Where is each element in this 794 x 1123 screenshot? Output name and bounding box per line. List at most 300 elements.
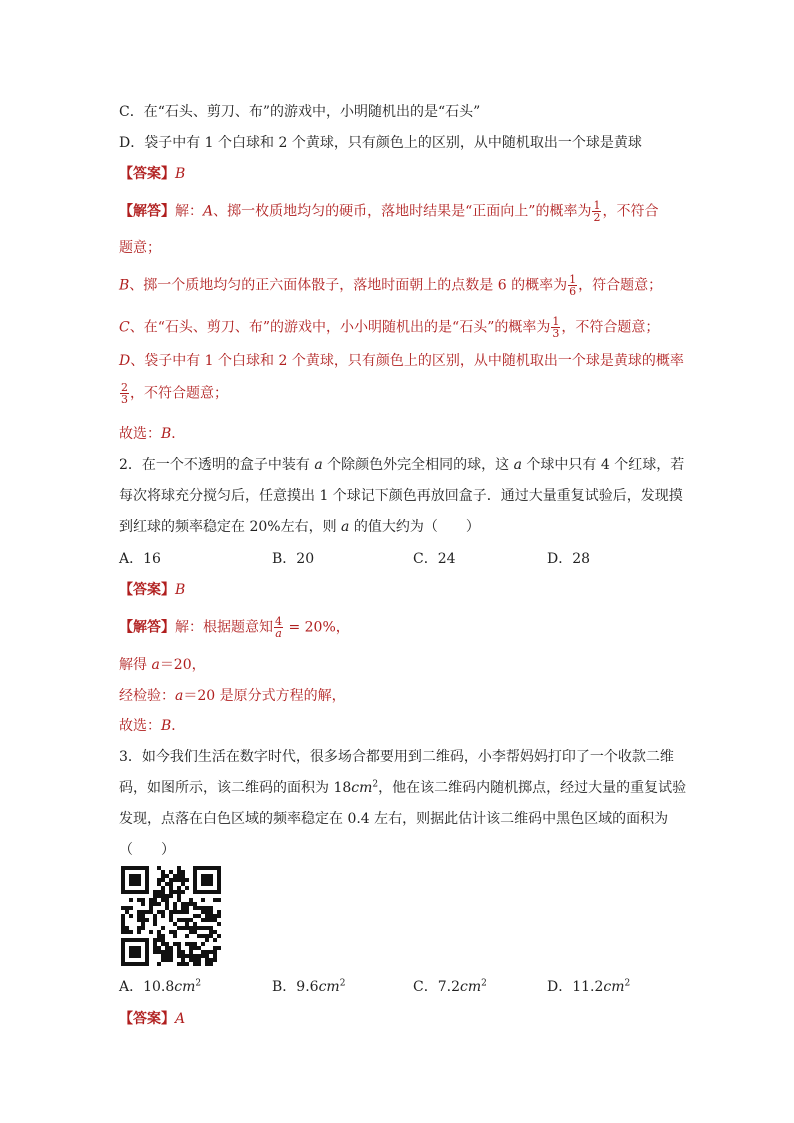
- variable: a: [151, 657, 160, 673]
- denominator: 3: [121, 393, 128, 406]
- qr-module: [161, 958, 165, 962]
- qr-module: [157, 910, 161, 914]
- qr-module: [185, 962, 189, 966]
- qr-module: [177, 890, 181, 894]
- qr-module: [177, 874, 181, 878]
- unit: cm: [318, 979, 340, 995]
- solution-text: 、袋子中有 1 个白球和 2 个黄球，只有颜色上的区别，从中随机取出一个球是黄球的概率: [130, 353, 684, 369]
- qr-module: [197, 926, 201, 930]
- qr-module: [129, 874, 141, 886]
- qr-module: [141, 918, 145, 922]
- qr-module: [169, 894, 173, 898]
- qr-module: [185, 902, 189, 906]
- qr-module: [177, 946, 181, 950]
- qr-module: [205, 938, 209, 942]
- option-label: B．9.6: [272, 979, 319, 995]
- qr-module: [161, 942, 165, 946]
- q1-solution-c: [119, 316, 659, 339]
- q2-answer: [119, 580, 185, 600]
- variable: a: [175, 688, 184, 704]
- qr-module: [161, 898, 165, 902]
- qr-module: [157, 938, 161, 942]
- qr-module: [213, 938, 217, 942]
- qr-module: [153, 950, 157, 954]
- qr-module: [205, 950, 209, 954]
- qr-module: [161, 914, 165, 918]
- qr-module: [205, 934, 209, 938]
- qr-module: [173, 890, 177, 894]
- qr-module: [173, 930, 177, 934]
- qr-module: [193, 946, 197, 950]
- numerator: 1: [569, 273, 577, 286]
- qr-module: [169, 918, 173, 922]
- qr-module: [121, 922, 125, 926]
- qr-module: [153, 942, 157, 946]
- qr-module: [185, 878, 189, 882]
- unit: cm: [603, 979, 625, 995]
- qr-module: [169, 910, 173, 914]
- answer-value: A: [175, 1011, 186, 1027]
- q1-solution-a: [119, 200, 658, 223]
- q3-stem-line4: （ ）: [119, 842, 175, 858]
- qr-module: [129, 906, 133, 910]
- qr-module: [197, 946, 201, 950]
- stem-text: 个除颜色外完全相同的球，这: [322, 457, 514, 473]
- conclusion-end: ．: [171, 718, 186, 734]
- qr-module: [157, 962, 161, 966]
- qr-module: [193, 902, 197, 906]
- qr-module: [201, 898, 205, 902]
- qr-module: [189, 950, 193, 954]
- qr-module: [157, 894, 161, 898]
- qr-module: [201, 926, 205, 930]
- q2-solution-line1: [119, 616, 350, 639]
- qr-module: [197, 962, 201, 966]
- qr-module: [157, 878, 161, 882]
- qr-module: [129, 946, 141, 958]
- qr-module: [149, 906, 153, 910]
- qr-module: [217, 922, 221, 926]
- q2-solution-line3: [119, 686, 346, 706]
- qr-module: [193, 926, 197, 930]
- qr-module: [141, 898, 145, 902]
- qr-module: [157, 882, 161, 886]
- q1-solution-a-cont: 题意；: [119, 240, 161, 256]
- qr-module: [153, 946, 157, 950]
- qr-module: [153, 914, 157, 918]
- q3-answer: [119, 1009, 185, 1029]
- qr-module: [181, 902, 185, 906]
- stem-text: 的值大约为（ ）: [349, 519, 480, 535]
- qr-module: [153, 894, 157, 898]
- qr-module: [213, 950, 217, 954]
- qr-module: [213, 914, 217, 918]
- qr-module: [153, 890, 157, 894]
- qr-module: [121, 926, 125, 930]
- numerator: 1: [552, 315, 560, 328]
- qr-module: [161, 934, 165, 938]
- qr-module: [177, 870, 181, 874]
- qr-module: [177, 954, 181, 958]
- qr-module: [185, 910, 189, 914]
- qr-module: [177, 942, 181, 946]
- answer-tag: 【答案】: [119, 166, 175, 182]
- qr-module: [173, 934, 177, 938]
- solution-lead: 解：: [175, 203, 203, 220]
- qr-module: [201, 954, 205, 958]
- qr-module: [185, 886, 189, 890]
- qr-module: [121, 918, 125, 922]
- qr-module: [205, 926, 209, 930]
- qr-module: [209, 910, 213, 914]
- qr-module: [149, 902, 153, 906]
- qr-module: [121, 914, 125, 918]
- qr-module: [185, 954, 189, 958]
- conclusion-end: ．: [171, 426, 186, 442]
- qr-module: [173, 874, 177, 878]
- qr-module: [189, 946, 193, 950]
- qr-module: [177, 962, 181, 966]
- q2-option-b: B．20: [272, 551, 315, 567]
- qr-module: [193, 962, 197, 966]
- qr-module: [161, 870, 165, 874]
- qr-module: [217, 934, 221, 938]
- qr-module: [185, 942, 189, 946]
- stem-text: 2．在一个不透明的盒子中装有: [119, 457, 315, 473]
- q1-solution-b: [119, 274, 662, 297]
- qr-module: [213, 918, 217, 922]
- solution-text: 、掷一个质地均匀的正六面体骰子，落地时面朝上的点数是 6 的概率为: [129, 277, 568, 294]
- fraction: [592, 200, 601, 223]
- q3-option-b: [272, 977, 345, 997]
- q1-option-c: C．在“石头、剪刀、布”的游戏中，小明随机出的是“石头”: [119, 104, 481, 120]
- qr-module: [157, 950, 161, 954]
- qr-module: [189, 898, 193, 902]
- solution-text: ＝20，: [159, 657, 206, 673]
- stem-text: 到红球的频率稳定在 20%左右，则: [119, 519, 342, 535]
- qr-module: [165, 942, 169, 946]
- qr-module: [201, 942, 205, 946]
- q3-option-d: [547, 977, 630, 997]
- stem-text: ，他在该二维码内随机掷点，经过大量的重复试验: [378, 780, 687, 796]
- qr-module: [149, 898, 153, 902]
- qr-module: [185, 922, 189, 926]
- qr-module: [205, 910, 209, 914]
- qr-module: [141, 926, 145, 930]
- q2-conclusion: [119, 716, 185, 736]
- qr-module: [189, 930, 193, 934]
- qr-module: [181, 918, 185, 922]
- q1-option-d: D．袋子中有 1 个白球和 2 个黄球，只有颜色上的区别，从中随机取出一个球是黄球: [119, 135, 642, 151]
- qr-module: [177, 918, 181, 922]
- qr-module: [213, 898, 217, 902]
- qr-module: [169, 930, 173, 934]
- qr-module: [161, 926, 165, 930]
- qr-module: [165, 902, 169, 906]
- qr-module: [177, 910, 181, 914]
- qr-module: [193, 914, 197, 918]
- qr-module: [181, 870, 185, 874]
- solution-letter: B: [119, 277, 130, 294]
- q1-solution-d-cont: [119, 382, 228, 405]
- qr-module: [141, 910, 145, 914]
- qr-module: [209, 926, 213, 930]
- qr-module: [205, 914, 209, 918]
- qr-module: [169, 958, 173, 962]
- qr-module: [177, 894, 181, 898]
- fraction: [274, 616, 283, 639]
- answer-tag: 【答案】: [119, 1011, 175, 1027]
- qr-module: [213, 946, 217, 950]
- conclusion-text: 故选：: [119, 426, 161, 442]
- qr-module: [181, 910, 185, 914]
- solution-text: = 20%，: [284, 619, 350, 636]
- fraction: [568, 274, 577, 297]
- solution-tag: 【解答】: [119, 619, 175, 636]
- qr-module: [181, 950, 185, 954]
- qr-module: [177, 886, 181, 890]
- solution-text: 经检验：: [119, 688, 175, 704]
- qr-module: [181, 874, 185, 878]
- denominator: 2: [593, 211, 601, 224]
- qr-module: [169, 914, 173, 918]
- q2-stem-line3: [119, 517, 480, 537]
- qr-module: [189, 942, 193, 946]
- qr-module: [185, 934, 189, 938]
- qr-module: [169, 950, 173, 954]
- qr-module: [125, 906, 129, 910]
- numerator: 4: [275, 615, 282, 628]
- qr-module: [193, 930, 197, 934]
- qr-module: [181, 878, 185, 882]
- superscript: 2: [624, 978, 631, 989]
- answer-value: B: [175, 166, 186, 182]
- qr-module: [205, 954, 209, 958]
- qr-module: [205, 918, 209, 922]
- qr-module: [209, 950, 213, 954]
- qr-module: [157, 890, 161, 894]
- qr-module: [209, 934, 213, 938]
- solution-letter: A: [203, 203, 214, 220]
- qr-module: [217, 946, 221, 950]
- qr-module: [193, 954, 197, 958]
- qr-module: [201, 918, 205, 922]
- qr-module: [209, 918, 213, 922]
- qr-module: [177, 866, 181, 870]
- qr-module: [189, 918, 193, 922]
- qr-module: [165, 898, 169, 902]
- solution-text: ＝20 是原分式方程的解，: [183, 688, 346, 704]
- qr-module: [169, 870, 173, 874]
- qr-module: [173, 922, 177, 926]
- qr-module: [193, 906, 197, 910]
- qr-module: [197, 906, 201, 910]
- superscript: 2: [339, 978, 346, 989]
- qr-module: [169, 954, 173, 958]
- q2-option-d: D．28: [547, 551, 591, 567]
- unit: cm: [174, 979, 196, 995]
- qr-module: [125, 926, 129, 930]
- qr-module: [173, 910, 177, 914]
- qr-module: [129, 930, 133, 934]
- qr-module: [165, 882, 169, 886]
- qr-module: [161, 890, 165, 894]
- qr-module: [197, 958, 201, 962]
- answer-value: B: [175, 582, 186, 598]
- qr-module: [193, 958, 197, 962]
- solution-tail: ，不符合: [602, 203, 659, 220]
- option-label: A．10.8: [119, 979, 175, 995]
- solution-text: 、在“石头、剪刀、布”的游戏中，小小明随机出的是“石头”的概率为: [129, 319, 551, 336]
- q1-solution-d: [119, 351, 684, 371]
- qr-module: [181, 962, 185, 966]
- numerator: 1: [593, 199, 601, 212]
- solution-text: 解得: [119, 657, 152, 673]
- q2-option-a: A．16: [119, 551, 161, 567]
- q2-stem-line2: 每次将球充分搅匀后，任意摸出 1 个球记下颜色再放回盒子．通过大量重复试验后，发现摸: [119, 488, 683, 504]
- qr-module: [165, 894, 169, 898]
- denominator: a: [275, 627, 282, 640]
- qr-module: [161, 938, 165, 942]
- qr-module: [189, 926, 193, 930]
- solution-text: 、掷一枚质地均匀的硬币，落地时结果是“正面向上”的概率为: [213, 203, 592, 220]
- qr-module: [173, 906, 177, 910]
- qr-module: [213, 958, 217, 962]
- qr-module: [209, 914, 213, 918]
- solution-text: 解：根据题意知: [175, 619, 273, 636]
- qr-module: [213, 954, 217, 958]
- qr-code-image: [121, 866, 221, 966]
- q1-conclusion: [119, 424, 185, 444]
- numerator: 2: [121, 381, 128, 394]
- option-label: C．7.2: [413, 979, 460, 995]
- q3-stem-line2: [119, 778, 686, 798]
- qr-module: [153, 922, 157, 926]
- qr-module: [145, 918, 149, 922]
- qr-module: [165, 954, 169, 958]
- qr-module: [153, 902, 157, 906]
- q3-stem-line1: 3．如今我们生活在数字时代，很多场合都要用到二维码，小李帮妈妈打印了一个收款二维: [119, 749, 674, 765]
- qr-module: [137, 930, 141, 934]
- qr-module: [205, 906, 209, 910]
- qr-module: [173, 942, 177, 946]
- qr-module: [141, 902, 145, 906]
- qr-module: [165, 950, 169, 954]
- qr-module: [209, 958, 213, 962]
- qr-module: [157, 934, 161, 938]
- q2-stem-line1: [119, 455, 684, 475]
- qr-module: [157, 902, 161, 906]
- qr-module: [209, 906, 213, 910]
- stem-text: 个球中只有 4 个红球，若: [521, 457, 685, 473]
- qr-module: [173, 902, 177, 906]
- qr-module: [165, 958, 169, 962]
- qr-module: [217, 910, 221, 914]
- qr-module: [165, 874, 169, 878]
- qr-module: [181, 882, 185, 886]
- qr-module: [197, 914, 201, 918]
- qr-module: [125, 930, 129, 934]
- qr-module: [161, 894, 165, 898]
- qr-module: [181, 954, 185, 958]
- qr-module: [177, 898, 181, 902]
- qr-module: [149, 910, 153, 914]
- qr-module: [181, 926, 185, 930]
- qr-module: [137, 910, 141, 914]
- qr-module: [209, 930, 213, 934]
- denominator: 3: [552, 327, 560, 340]
- qr-module: [129, 914, 133, 918]
- q2-solution-line2: [119, 655, 206, 675]
- qr-module: [209, 962, 213, 966]
- qr-module: [189, 954, 193, 958]
- qr-module: [121, 930, 125, 934]
- qr-module: [181, 906, 185, 910]
- qr-module: [177, 878, 181, 882]
- variable: a: [513, 457, 522, 473]
- qr-module: [197, 934, 201, 938]
- qr-module: [157, 946, 161, 950]
- qr-module: [217, 914, 221, 918]
- qr-module: [197, 954, 201, 958]
- qr-module: [189, 902, 193, 906]
- q1-answer: [119, 164, 185, 184]
- qr-module: [185, 906, 189, 910]
- qr-module: [181, 890, 185, 894]
- unit: cm: [459, 979, 482, 995]
- q3-option-c: [413, 977, 487, 997]
- qr-module: [125, 910, 129, 914]
- solution-tail: ，不符合题意；: [561, 319, 660, 336]
- qr-module: [121, 906, 125, 910]
- qr-module: [177, 950, 181, 954]
- qr-module: [153, 898, 157, 902]
- solution-letter: D: [119, 353, 131, 369]
- qr-module: [161, 954, 165, 958]
- q3-option-a: [119, 977, 201, 997]
- qr-module: [201, 934, 205, 938]
- qr-module: [177, 926, 181, 930]
- variable: a: [341, 519, 350, 535]
- denominator: 6: [569, 285, 577, 298]
- qr-module: [169, 946, 173, 950]
- qr-module: [169, 882, 173, 886]
- qr-module: [161, 910, 165, 914]
- conclusion-answer: B: [161, 426, 172, 442]
- unit: cm: [351, 780, 373, 796]
- qr-module: [169, 886, 173, 890]
- qr-module: [141, 922, 145, 926]
- qr-module: [201, 910, 205, 914]
- qr-module: [205, 962, 209, 966]
- variable: a: [314, 457, 323, 473]
- option-label: D．11.2: [547, 979, 604, 995]
- solution-tail: ，不符合题意；: [130, 385, 228, 402]
- superscript: 2: [195, 978, 202, 989]
- q2-option-c: C．24: [413, 551, 456, 567]
- qr-module: [137, 914, 141, 918]
- conclusion-text: 故选：: [119, 718, 161, 734]
- qr-module: [161, 950, 165, 954]
- qr-module: [201, 950, 205, 954]
- qr-module: [129, 898, 133, 902]
- qr-module: [205, 958, 209, 962]
- stem-text: 码，如图所示，该二维码的面积为 18: [119, 780, 352, 796]
- qr-module: [161, 874, 165, 878]
- qr-module: [153, 918, 157, 922]
- solution-letter: C: [119, 319, 130, 336]
- qr-module: [137, 918, 141, 922]
